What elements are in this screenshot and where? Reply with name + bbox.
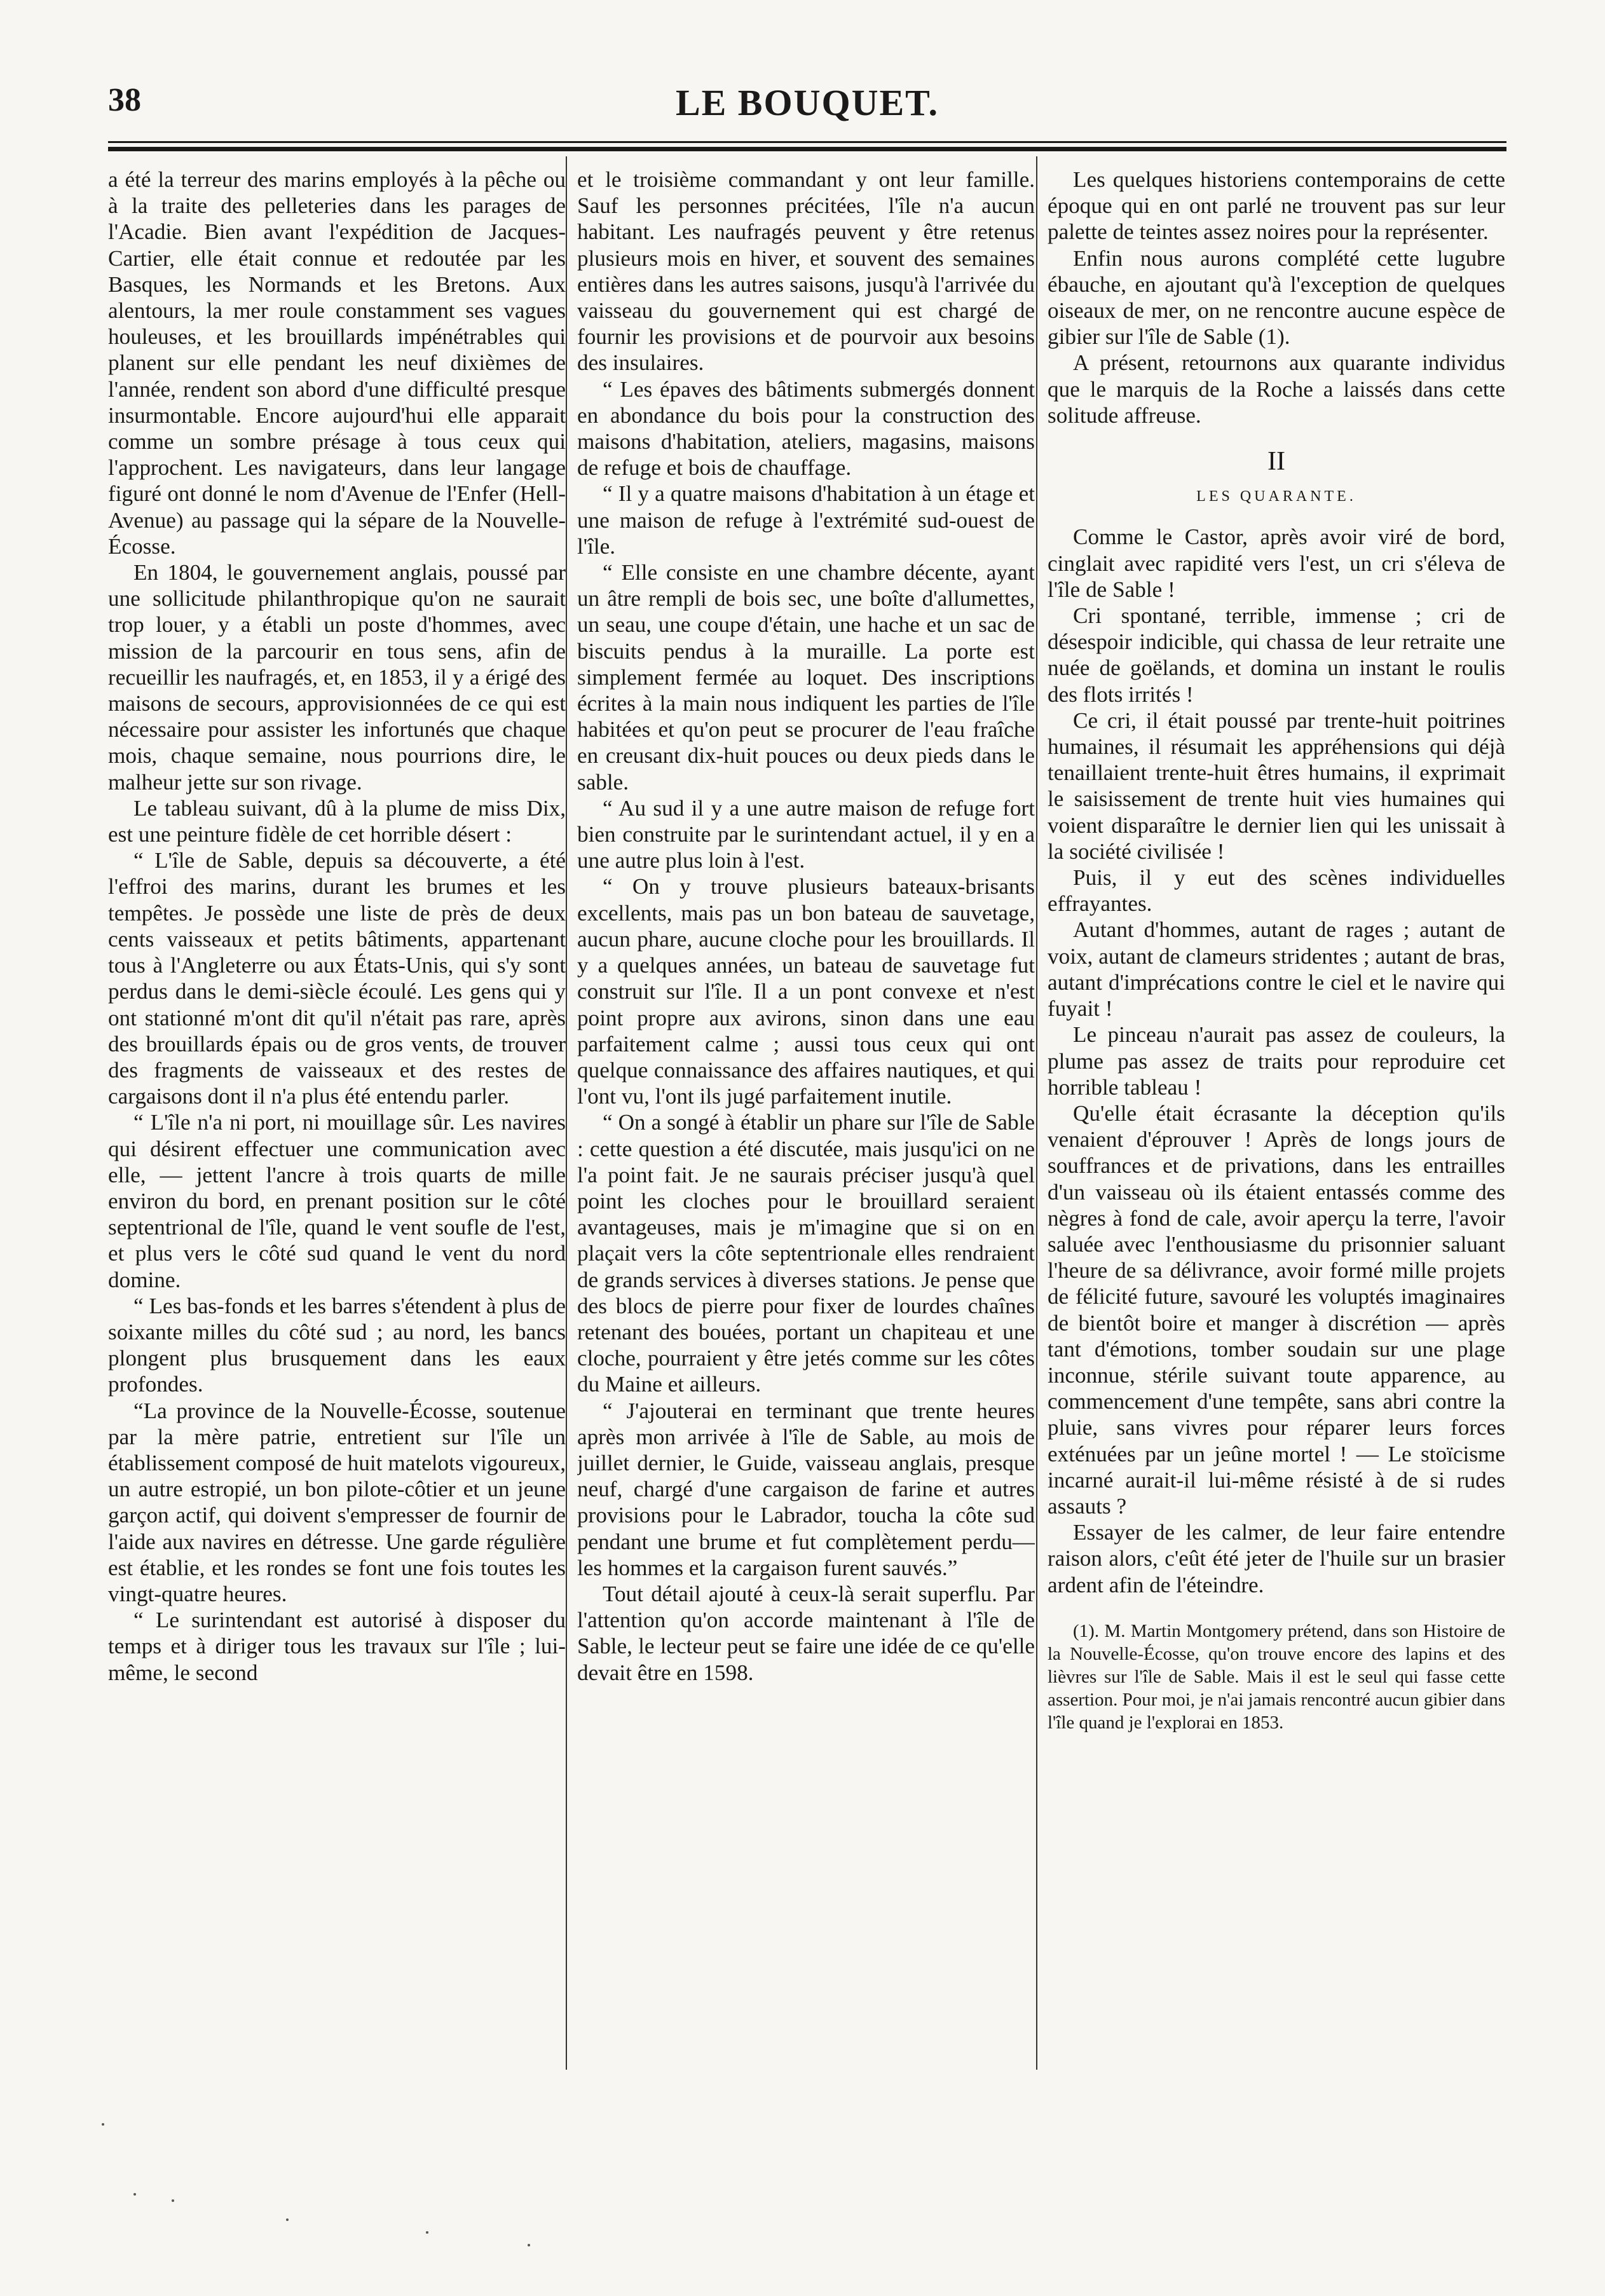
paragraph: “ Il y a quatre maisons d'habitation à un étage et une maison de refuge à l'extrémité sud-ouest de l'île.	[577, 481, 1035, 559]
column-1	[108, 167, 566, 2105]
header-rule-thin	[108, 141, 1506, 143]
paragraph: “ L'île de Sable, depuis sa découverte, a été l'effroi des marins, durant les brumes et les tempêtes. Je possède une liste de près de deux cents vaisseaux et petits bâtiments, appartenant tous à l'Angleterre ou aux États-Unis, qui s'y sont perdus dans le demi-siècle écoulé. Les gens qui y ont stationné m'ont dit qu'il n'était pas rare, après des brouillards épais ou de gros vents, de trouver des fragments de vaisseaux et des restes de cargaisons dont il n'a plus été entendu parler.	[108, 848, 566, 1109]
column-separator-1	[566, 156, 567, 2070]
paragraph: Enfin nous aurons complété cette lugubre ébauche, en ajoutant qu'à l'exception de quelques oiseaux de mer, on ne rencontre aucune espèce de gibier sur l'île de Sable (1).	[1048, 245, 1505, 350]
speck	[172, 2199, 174, 2202]
paragraph: A présent, retournons aux quarante individus que le marquis de la Roche a laissés dans cette solitude affreuse.	[1048, 350, 1505, 428]
page-number: 38	[108, 82, 141, 118]
section-title: LES QUARANTE.	[1196, 488, 1356, 505]
paragraph: Comme le Castor, après avoir viré de bord, cinglait avec rapidité vers l'est, un cri s'éleva de l'île de Sable !	[1048, 524, 1505, 602]
paragraph: En 1804, le gouvernement anglais, poussé par une sollicitude philanthropique qu'on ne saurait trop louer, y a établi un poste d'hommes, avec mission de la parcourir en tous sens, afin de recueillir les naufragés, et, en 1853, il y a érigé des maisons de secours, approvisionnées de ce qui est nécessaire pour assister les infortunés que chaque mois, chaque semaine, nous pourrions dire, le malheur jette sur son rivage.	[108, 560, 566, 795]
speck	[286, 2218, 289, 2221]
speck	[528, 2244, 530, 2246]
footnote-text: (1). M. Martin Montgomery prétend, dans son Histoire de la Nouvelle-Écosse, qu'on trouve encore des lapins et des lièvres sur l'île de Sable. Mais il est le seul qui fasse cette assertion. Pour moi, je n'ai jamais rencontré aucun gibier dans l'île quand je l'explorai en 1853.	[1048, 1620, 1505, 1733]
paragraph: “ On a songé à établir un phare sur l'île de Sable : cette question a été discutée, mais jusqu'ici on ne l'a point fait. Je ne saurais préciser jusqu'à quel point les cloches pour le brouillard seraient avantageuses, mais je m'imagine que si on en plaçait vers la côte septentrionale elles rendraient de grands services à diverses stations. Je pense que des blocs de pierre pour fixer de lourdes chaînes retenant des bouées, portant un chapiteau et une cloche, pourraient y être jetés comme sur les côtes du Maine et ailleurs.	[577, 1110, 1035, 1397]
footnote	[1048, 1620, 1505, 1734]
paper-specks	[95, 2098, 667, 2257]
paragraph: “ Elle consiste en une chambre décente, ayant un âtre rempli de bois sec, une boîte d'allumettes, un seau, une coupe d'étain, une hache et un sac de biscuits pendus à la muraille. La porte est simplement fermée au loquet. Des inscriptions écrites à la main nous indiquent les parties de l'île habitées et qu'on peut se procurer de l'eau fraîche en creusant dix-huit pouces ou deux pieds dans le sable.	[577, 560, 1035, 795]
running-header	[108, 81, 1506, 139]
paragraph: a été la terreur des marins employés à la pêche ou à la traite des pelleteries dans les parages de l'Acadie. Bien avant l'expédition de Jacques-Cartier, elle était connue et redoutée par les Basques, les Normands et les Bretons. Aux alentours, la mer roule constamment ses vagues houleuses, et les brouillards impénétrables qui planent sur elle pendant les neuf dixièmes de l'année, rendent son abord d'une difficulté presque insurmontable. Encore aujourd'hui elle apparait comme un sombre présage à tous ceux qui l'approchent. Les navigateurs, dans leur langage figuré ont donné le nom d'Avenue de l'Enfer (Hell-Avenue) au passage qui la sépare de la Nouvelle-Écosse.	[108, 167, 566, 559]
paragraph: “ Au sud il y a une autre maison de refuge fort bien construite par le surintendant actuel, il y en a une autre plus loin à l'est.	[577, 795, 1035, 873]
column-separator-2	[1036, 156, 1037, 2070]
paragraph: “La province de la Nouvelle-Écosse, soutenue par la mère patrie, entretient sur l'île un établissement composé de huit matelots vigoureux, un autre estropié, un bon pilote-côtier et un jeune garçon actif, qui doivent s'empresser de fournir de l'aide aux navires en détresse. Une garde régulière est établie, et les rondes se font une fois toutes les vingt-quatre heures.	[108, 1398, 566, 1606]
paragraph: Qu'elle était écrasante la déception qu'ils venaient d'éprouver ! Après de longs jours de souffrances et de privations, dans les entrailles d'un vaisseau où ils étaient entassés comme des nègres à fond de cale, avoir aperçu la terre, l'avoir saluée avec l'enthousiasme du prisonnier saluant l'heure de sa délivrance, avoir formé mille projets de félicité future, savouré les voluptés imaginaires de bientôt boire et manger à discrétion — après tant d'émotions, tomber soudain sur une plage inconnue, stérile suivant toute apparence, au commencement d'une tempête, sans abri contre la pluie, sans vivres pour réparer leurs forces exténuées par un jeûne mortel ! — Le stoïcisme incarné aurait-il lui-même résisté à de si rudes assauts ?	[1048, 1100, 1505, 1519]
paragraph: “ L'île n'a ni port, ni mouillage sûr. Les navires qui désirent effectuer une communication avec elle, — jettent l'ancre à trois quarts de mille environ du bord, en prenant position sur le côté septentrional de l'île, quand le vent soufle de l'est, et plus vers le côté sud quand le vent du nord domine.	[108, 1110, 566, 1292]
paragraph: Les quelques historiens contemporains de cette époque qui en ont parlé ne trouvent pas sur leur palette de teintes assez noires pour la représenter.	[1048, 167, 1505, 245]
paragraph: Le pinceau n'aurait pas assez de couleurs, la plume pas assez de traits pour reproduire cet horrible tableau !	[1048, 1022, 1505, 1100]
paragraph: “ Les épaves des bâtiments submergés donnent en abondance du bois pour la construction des maisons d'habitation, ateliers, magasins, maisons de refuge et bois de chauffage.	[577, 376, 1035, 481]
paragraph: Cri spontané, terrible, immense ; cri de désespoir indicible, qui chassa de leur retraite une nuée de goëlands, et domina un instant le roulis des flots irrités !	[1048, 603, 1505, 707]
speck	[133, 2193, 136, 2196]
paragraph: Le tableau suivant, dû à la plume de miss Dix, est une peinture fidèle de cet horrible désert :	[108, 795, 566, 847]
paragraph: Ce cri, il était poussé par trente-huit poitrines humaines, il résumait les appréhensions qui déjà tenaillaient trente-huit êtres humains, il exprimait le saisissement de trente huit vies humaines qui voient disparaître le dernier lien qui les unissait à la société civilisée !	[1048, 707, 1505, 864]
paragraph: “ Les bas-fonds et les barres s'étendent à plus de soixante milles du côté sud ; au nord, les bancs plongent plus brusquement dans les eaux profondes.	[108, 1293, 566, 1397]
paragraph: Essayer de les calmer, de leur faire entendre raison alors, c'eût été jeter de l'huile sur un brasier ardent afin de l'éteindre.	[1048, 1520, 1505, 1597]
paragraph: Autant d'hommes, autant de rages ; autant de voix, autant de clameurs stridentes ; autant de bras, autant d'imprécations contre le ciel et le navire qui fuyait !	[1048, 917, 1505, 1022]
column-3	[1048, 167, 1505, 2105]
paragraph: et le troisième commandant y ont leur famille. Sauf les personnes précitées, l'île n'a aucun habitant. Les naufragés peuvent y être retenus plusieurs mois en hiver, et souvent des semaines entières dans les autres saisons, jusqu'à l'arrivée du vaisseau du gouvernement qui est chargé de fournir les provisions et de pourvoir aux besoins des insulaires.	[577, 167, 1035, 376]
header-rule-thick	[108, 147, 1506, 151]
paragraph: “ J'ajouterai en terminant que trente heures après mon arrivée à l'île de Sable, au mois de juillet dernier, le Guide, vaisseau anglais, presque neuf, chargé d'une cargaison de farine et autres provisions pour le Labrador, toucha la côte sud pendant une brume et fut complètement perdu—les hommes et la cargaison furent sauvés.”	[577, 1398, 1035, 1580]
column-2	[577, 167, 1035, 2105]
paragraph: “ Le surintendant est autorisé à disposer du temps et à diriger tous les travaux sur l'île ; lui-même, le second	[108, 1608, 566, 1685]
paragraph: “ On y trouve plusieurs bateaux-brisants excellents, mais pas un bon bateau de sauvetage, aucun phare, aucune cloche pour les brouillards. Il y a quelques années, un bateau de sauvetage fut construit sur l'île. Il a un pont convexe et n'est point propre aux avirons, sinon dans une eau parfaitement calme ; aussi tous ceux qui ont quelque connaissance des affaires nautiques, et qui l'ont vu, l'ont ils jugé parfaitement inutile.	[577, 874, 1035, 1109]
running-title: LE BOUQUET.	[675, 82, 939, 123]
paragraph: Puis, il y eut des scènes individuelles effrayantes.	[1048, 865, 1505, 917]
speck	[426, 2231, 428, 2234]
section-number: II	[1267, 447, 1285, 477]
paragraph: Tout détail ajouté à ceux-là serait superflu. Par l'attention qu'on accorde maintenant à l'île de Sable, le lecteur peut se faire une idée de ce qu'elle devait être en 1598.	[577, 1581, 1035, 1685]
speck	[102, 2123, 104, 2126]
